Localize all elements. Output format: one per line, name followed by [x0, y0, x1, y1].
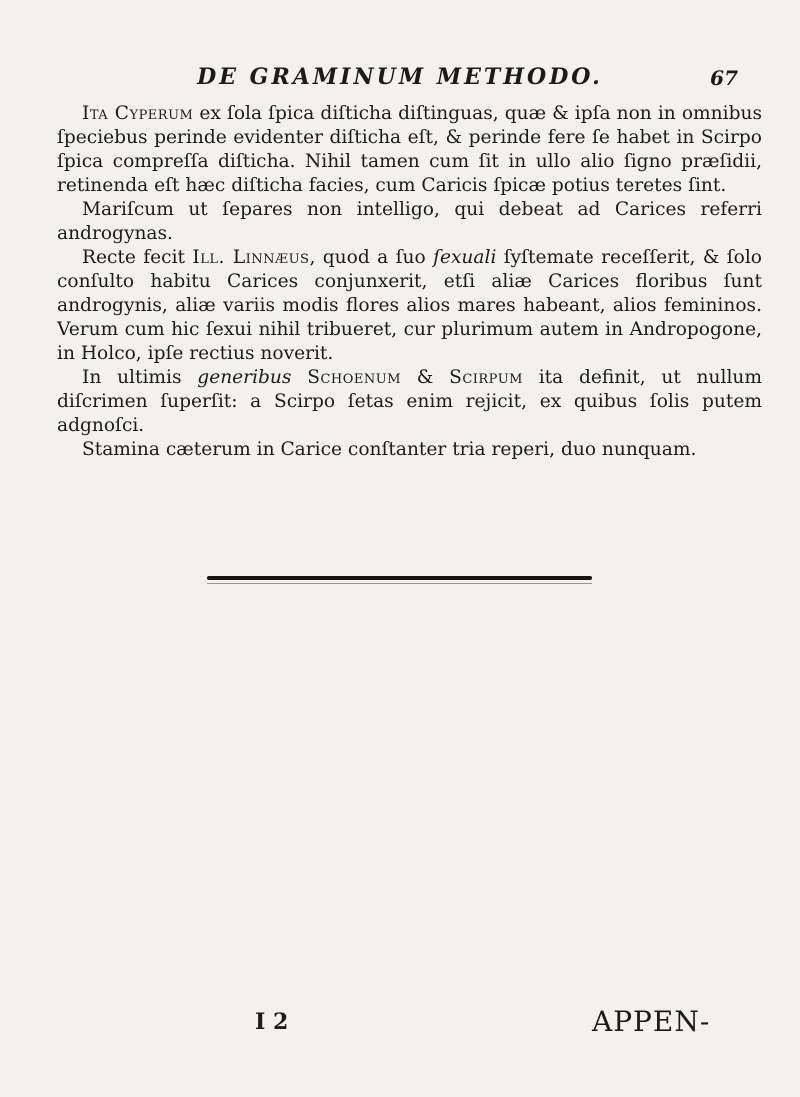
running-title: DE GRAMINUM METHODO. [197, 64, 603, 90]
section-rule [207, 576, 592, 580]
term: Scirpum [449, 367, 523, 388]
paragraph: Ita Cyperum ex ſola ſpica diſticha diſtinguas, quæ & ipſa non in omnibus ſpeciebus perinde evidenter diſticha eſt, & perinde fere ſe habet in Scirpo ſpica compreſſa diſticha. Nihil tamen cum ſit in ullo alio ſigno præſidii, retinenda eſt hæc diſticha facies, cum Caricis ſpicæ potius teretes ſint. [57, 103, 762, 196]
term: Ita Cyperum [82, 103, 194, 124]
paragraph: In ultimis generibus Schoenum & Scirpum ita definit, ut nullum diſcrimen ſuperſit: a Scirpo ſetas enim rejicit, ex quibus ſolis putem adgnoſci. [57, 367, 763, 436]
catchword: APPEN- [592, 1005, 711, 1038]
paragraph: Stamina cæterum in Carice conſtanter tria reperi, duo nunquam. [82, 439, 697, 460]
page-number: 67 [710, 66, 738, 90]
section-rule-thin [207, 583, 592, 584]
signature-mark: I 2 [255, 1009, 289, 1035]
author-name: Ill. Linnæus [192, 247, 310, 268]
body-text [57, 102, 762, 462]
term: Schoenum [307, 367, 402, 388]
paragraph: Recte fecit Ill. Linnæus, quod a ſuo ſexuali ſyſtemate receſſerit, & ſolo conſulto habitu Carices conjunxerit, etſi aliæ Carices floribus ſunt androgynis, aliæ variis modis flores alios mares habeant, alios femininos. Verum cum hic ſexui nihil tribueret, cur plurimum autem in Andropogone, in Holco, ipſe rectius noverit. [57, 247, 762, 364]
paragraph: Mariſcum ut ſepares non intelligo, qui debeat ad Carices referri androgynas. [57, 199, 762, 244]
page-header [0, 62, 800, 98]
